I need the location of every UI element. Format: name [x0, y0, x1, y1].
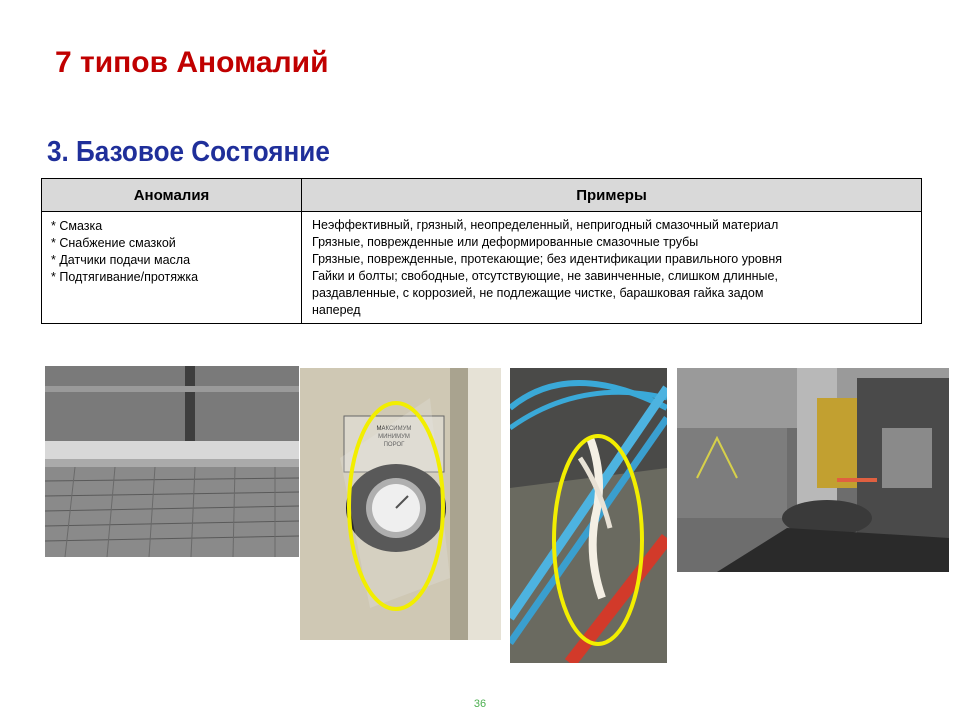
- table-header-row: [42, 179, 922, 212]
- anomaly-item: * Снабжение смазкой: [51, 236, 176, 250]
- conveyor-image: [45, 366, 299, 557]
- anomaly-item: * Подтягивание/протяжка: [51, 270, 199, 284]
- anomaly-item: * Датчики подачи масла: [51, 253, 191, 267]
- oil-gauge-image: [300, 368, 501, 640]
- machine-image: [677, 368, 949, 572]
- anomaly-cell: [42, 212, 302, 324]
- example-line: наперед: [312, 303, 361, 317]
- example-line: Грязные, поврежденные, протекающие; без идентификации правильного уровня: [312, 252, 783, 266]
- photo-oil-gauge: [300, 368, 501, 640]
- photo-pipes: [510, 368, 667, 663]
- header-anomaly: Аномалия: [42, 179, 302, 212]
- photo-machine: [677, 368, 949, 572]
- gauge-label-threshold: ПОРОГ: [383, 442, 405, 448]
- photo-conveyor: [45, 366, 299, 557]
- slide-subtitle: 3. Базовое Состояние: [47, 136, 330, 168]
- example-line: раздавленные, с коррозией, не подлежащие чистке, барашковая гайка задом: [312, 286, 764, 300]
- gauge-label-min: МИНИМУМ: [378, 434, 410, 440]
- examples-cell: [302, 212, 922, 324]
- page-number: 36: [473, 698, 487, 710]
- table-row: [42, 212, 922, 324]
- example-line: Грязные, поврежденные или деформированные смазочные трубы: [312, 235, 699, 249]
- anomaly-item: * Смазка: [51, 219, 103, 233]
- gauge-label-max: МАКСИМУМ: [376, 426, 412, 432]
- example-line: Гайки и болты; свободные, отсутствующие, не завинченные, слишком длинные,: [312, 269, 778, 283]
- header-examples: Примеры: [302, 179, 922, 212]
- slide-title: 7 типов Аномалий: [55, 46, 329, 79]
- anomaly-table: [41, 178, 922, 324]
- example-line: Неэффективный, грязный, неопределенный, непригодный смазочный материал: [312, 218, 779, 232]
- pipes-image: [510, 368, 667, 663]
